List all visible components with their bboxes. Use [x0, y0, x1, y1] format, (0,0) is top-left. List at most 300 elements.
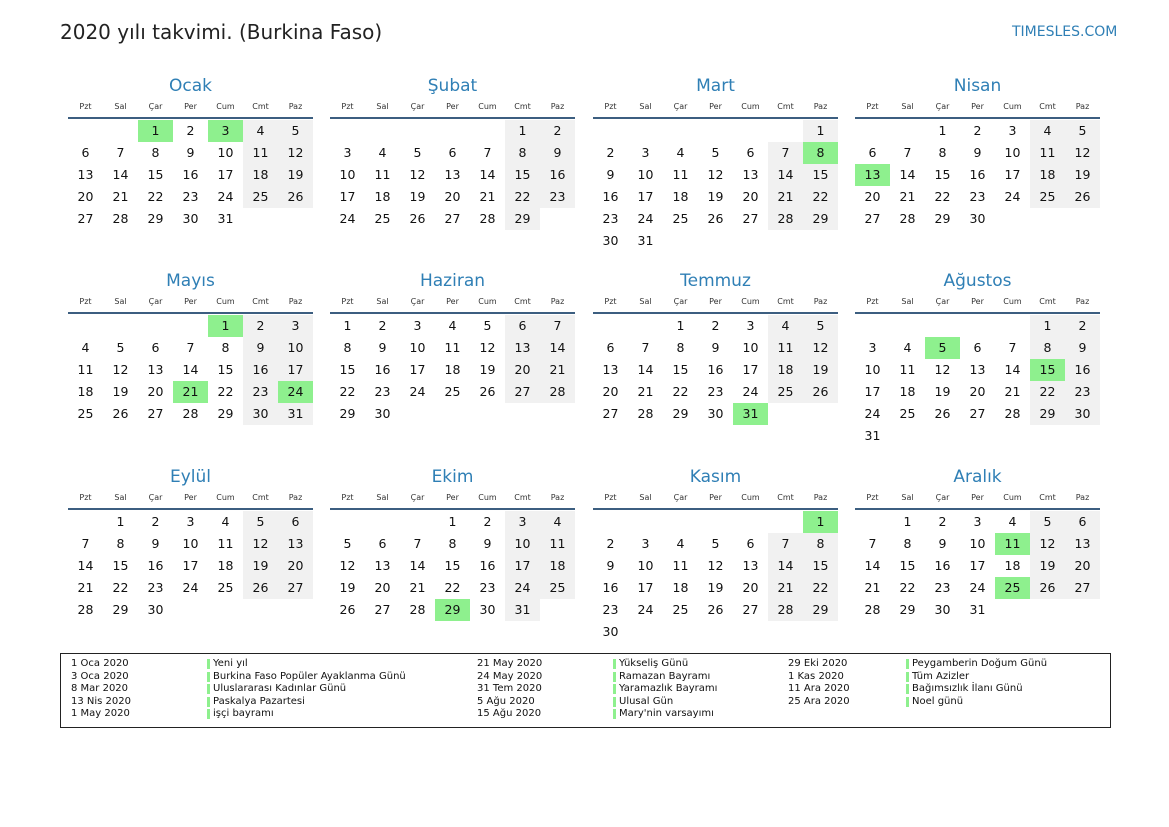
month-name: Mart [696, 76, 735, 96]
day-cell: 11 [217, 536, 234, 551]
day-cell: 26 [934, 406, 951, 421]
day-cell: 18 [672, 189, 689, 204]
day-cell: 16 [374, 362, 391, 377]
day-cell: 28 [182, 406, 199, 421]
day-cell: 7 [413, 536, 422, 551]
day-cell: 9 [711, 340, 720, 355]
day-cell: 17 [409, 362, 426, 377]
day-cell: 4 [448, 318, 457, 333]
weekday-header: Cmt [514, 102, 531, 111]
day-cell: 25 [540, 577, 575, 599]
day-cell: 4 [903, 340, 912, 355]
day-cell: 3 [186, 514, 195, 529]
day-cell: 12 [707, 167, 724, 182]
day-cell: 2 [540, 120, 575, 142]
day-cell: 26 [803, 381, 838, 403]
day-cell: 25 [899, 406, 916, 421]
day-cell: 28 [540, 381, 575, 403]
day-cell: 30 [479, 602, 496, 617]
day-cell: 19 [479, 362, 496, 377]
day-cell: 30 [243, 403, 278, 425]
day-cell: 1 [343, 318, 352, 333]
day-cell: 14 [409, 558, 426, 573]
day-cell: 22 [147, 189, 164, 204]
holiday-day-cell: 11 [995, 533, 1030, 555]
weekday-header: Per [709, 493, 722, 502]
weekday-header: Per [446, 297, 459, 306]
weekday-header: Sal [639, 493, 652, 502]
day-cell: 19 [707, 189, 724, 204]
weekday-header: Sal [114, 493, 127, 502]
day-cell: 21 [899, 189, 916, 204]
weekday-header: Çar [935, 297, 950, 306]
day-cell: 15 [672, 362, 689, 377]
weekday-header: Paz [813, 102, 828, 111]
day-cell: 25 [444, 384, 461, 399]
day-cell: 11 [1030, 142, 1065, 164]
day-cell: 16 [602, 580, 619, 595]
day-cell: 18 [768, 359, 803, 381]
weekday-header: Cmt [777, 102, 794, 111]
day-cell: 28 [768, 208, 803, 230]
day-cell: 7 [186, 340, 195, 355]
day-cell: 20 [1065, 555, 1100, 577]
day-cell: 23 [182, 189, 199, 204]
day-cell: 14 [899, 167, 916, 182]
weekday-header: Per [971, 297, 984, 306]
day-cell: 16 [479, 558, 496, 573]
day-cell: 22 [505, 186, 540, 208]
day-cell: 12 [243, 533, 278, 555]
day-cell: 29 [803, 599, 838, 621]
day-cell: 15 [444, 558, 461, 573]
day-cell: 18 [217, 558, 234, 573]
day-cell: 6 [746, 536, 755, 551]
weekday-header: Sal [901, 102, 914, 111]
day-cell: 13 [602, 362, 619, 377]
day-cell: 1 [1030, 315, 1065, 337]
day-cell: 12 [112, 362, 129, 377]
legend-holiday-name: Bağımsızlık İlanı Günü [906, 683, 1023, 696]
day-cell: 12 [278, 142, 313, 164]
holiday-day-cell: 5 [925, 337, 960, 359]
day-cell: 24 [637, 211, 654, 226]
day-cell: 21 [1004, 384, 1021, 399]
day-cell: 18 [1004, 558, 1021, 573]
day-cell: 8 [676, 340, 685, 355]
day-cell: 24 [637, 602, 654, 617]
day-cell: 15 [803, 164, 838, 186]
legend-holiday-name: Yükseliş Günü [613, 658, 688, 671]
day-cell: 18 [77, 384, 94, 399]
day-cell: 5 [343, 536, 352, 551]
day-cell: 14 [864, 558, 881, 573]
weekday-header: Cum [478, 102, 497, 111]
day-cell: 7 [483, 145, 492, 160]
day-cell: 5 [1065, 120, 1100, 142]
day-cell: 15 [112, 558, 129, 573]
weekday-header: Çar [673, 493, 688, 502]
legend-holiday-name: Yaramazlık Bayramı [613, 683, 717, 696]
day-cell: 27 [864, 211, 881, 226]
day-cell: 30 [1065, 403, 1100, 425]
day-cell: 13 [505, 337, 540, 359]
day-cell: 19 [707, 580, 724, 595]
day-cell: 12 [803, 337, 838, 359]
day-cell: 23 [540, 186, 575, 208]
day-cell: 13 [742, 167, 759, 182]
legend-date: 1 May 2020 [71, 708, 130, 720]
day-cell: 27 [77, 211, 94, 226]
day-cell: 24 [742, 384, 759, 399]
day-cell: 27 [969, 406, 986, 421]
day-cell: 2 [483, 514, 492, 529]
day-cell: 23 [479, 580, 496, 595]
weekday-header: Çar [935, 102, 950, 111]
weekday-header: Paz [550, 102, 565, 111]
weekday-header: Cmt [514, 493, 531, 502]
day-cell: 22 [672, 384, 689, 399]
day-cell: 27 [444, 211, 461, 226]
day-cell: 29 [339, 406, 356, 421]
day-cell: 23 [243, 381, 278, 403]
legend-date: 3 Oca 2020 [71, 670, 129, 682]
weekday-header: Pzt [79, 297, 92, 306]
day-cell: 13 [374, 558, 391, 573]
day-cell: 9 [606, 167, 615, 182]
day-cell: 11 [374, 167, 391, 182]
day-cell: 26 [1030, 577, 1065, 599]
day-cell: 29 [899, 602, 916, 617]
holiday-day-cell: 15 [1030, 359, 1065, 381]
day-cell: 12 [934, 362, 951, 377]
day-cell: 12 [339, 558, 356, 573]
month-name: Ocak [169, 76, 212, 96]
legend-holiday-name: Burkina Faso Popüler Ayaklanma Günü [207, 671, 406, 684]
day-cell: 26 [409, 211, 426, 226]
weekday-header: Paz [1075, 493, 1090, 502]
weekday-header: Paz [288, 102, 303, 111]
weekday-header: Per [446, 102, 459, 111]
month-divider [593, 117, 838, 119]
day-cell: 4 [540, 511, 575, 533]
day-cell: 1 [903, 514, 912, 529]
day-cell: 5 [413, 145, 422, 160]
day-cell: 12 [409, 167, 426, 182]
day-cell: 25 [672, 602, 689, 617]
day-cell: 20 [278, 555, 313, 577]
day-cell: 15 [934, 167, 951, 182]
day-cell: 30 [147, 602, 164, 617]
weekday-header: Cum [741, 493, 760, 502]
day-cell: 16 [182, 167, 199, 182]
day-cell: 26 [278, 186, 313, 208]
weekday-header: Per [971, 102, 984, 111]
legend-date: 1 Kas 2020 [788, 670, 844, 682]
weekday-header: Çar [673, 297, 688, 306]
weekday-header: Pzt [341, 102, 354, 111]
day-cell: 29 [672, 406, 689, 421]
month-divider [855, 312, 1100, 314]
weekday-header: Çar [148, 493, 163, 502]
month-divider [330, 508, 575, 510]
day-cell: 24 [864, 406, 881, 421]
month-name: Kasım [689, 467, 742, 487]
day-cell: 10 [339, 167, 356, 182]
weekday-header: Paz [550, 493, 565, 502]
day-cell: 31 [864, 428, 881, 443]
day-cell: 29 [112, 602, 129, 617]
day-cell: 8 [116, 536, 125, 551]
holiday-day-cell: 1 [138, 120, 173, 142]
weekday-header: Pzt [866, 297, 879, 306]
day-cell: 8 [803, 533, 838, 555]
day-cell: 4 [1008, 514, 1017, 529]
holiday-day-cell: 3 [208, 120, 243, 142]
day-cell: 29 [217, 406, 234, 421]
day-cell: 6 [378, 536, 387, 551]
day-cell: 2 [938, 514, 947, 529]
weekday-header: Cmt [1039, 493, 1056, 502]
holiday-day-cell: 25 [995, 577, 1030, 599]
day-cell: 22 [803, 186, 838, 208]
day-cell: 2 [243, 315, 278, 337]
day-cell: 13 [1065, 533, 1100, 555]
day-cell: 3 [868, 340, 877, 355]
month-divider [593, 508, 838, 510]
day-cell: 22 [339, 384, 356, 399]
month-divider [330, 312, 575, 314]
day-cell: 14 [768, 164, 803, 186]
weekday-header: Sal [639, 102, 652, 111]
day-cell: 23 [969, 189, 986, 204]
weekday-header: Pzt [341, 297, 354, 306]
month-name: Şubat [427, 76, 478, 96]
day-cell: 16 [707, 362, 724, 377]
day-cell: 3 [973, 514, 982, 529]
day-cell: 3 [505, 511, 540, 533]
day-cell: 2 [1065, 315, 1100, 337]
weekday-header: Cmt [1039, 102, 1056, 111]
day-cell: 28 [409, 602, 426, 617]
day-cell: 18 [1030, 164, 1065, 186]
day-cell: 6 [278, 511, 313, 533]
legend-date: 21 May 2020 [477, 658, 543, 669]
day-cell: 22 [217, 384, 234, 399]
weekday-header: Paz [813, 493, 828, 502]
weekday-header: Pzt [604, 493, 617, 502]
day-cell: 17 [278, 359, 313, 381]
day-cell: 8 [903, 536, 912, 551]
weekday-header: Pzt [341, 493, 354, 502]
day-cell: 6 [1065, 511, 1100, 533]
month-name: Mayıs [166, 271, 215, 291]
day-cell: 18 [444, 362, 461, 377]
month-divider [593, 312, 838, 314]
day-cell: 20 [77, 189, 94, 204]
day-cell: 8 [938, 145, 947, 160]
day-cell: 4 [221, 514, 230, 529]
day-cell: 8 [448, 536, 457, 551]
day-cell: 13 [742, 558, 759, 573]
weekday-header: Cum [216, 297, 235, 306]
day-cell: 3 [746, 318, 755, 333]
day-cell: 27 [278, 577, 313, 599]
day-cell: 27 [1065, 577, 1100, 599]
weekday-header: Pzt [866, 102, 879, 111]
holiday-day-cell: 1 [208, 315, 243, 337]
day-cell: 12 [1030, 533, 1065, 555]
weekday-header: Cmt [777, 297, 794, 306]
day-cell: 16 [969, 167, 986, 182]
day-cell: 22 [444, 580, 461, 595]
day-cell: 6 [746, 145, 755, 160]
day-cell: 19 [339, 580, 356, 595]
day-cell: 30 [182, 211, 199, 226]
day-cell: 4 [676, 145, 685, 160]
day-cell: 16 [243, 359, 278, 381]
day-cell: 13 [77, 167, 94, 182]
day-cell: 7 [768, 142, 803, 164]
day-cell: 21 [409, 580, 426, 595]
day-cell: 4 [1030, 120, 1065, 142]
day-cell: 15 [803, 555, 838, 577]
day-cell: 24 [1004, 189, 1021, 204]
day-cell: 9 [606, 558, 615, 573]
legend-holiday-name: Uluslararası Kadınlar Günü [207, 683, 346, 696]
day-cell: 11 [540, 533, 575, 555]
site-brand-link[interactable]: TIMESLES.COM [1012, 24, 1118, 40]
day-cell: 9 [540, 142, 575, 164]
weekday-header: Per [446, 493, 459, 502]
day-cell: 10 [409, 340, 426, 355]
day-cell: 10 [278, 337, 313, 359]
day-cell: 30 [374, 406, 391, 421]
day-cell: 28 [899, 211, 916, 226]
day-cell: 14 [182, 362, 199, 377]
weekday-header: Per [709, 297, 722, 306]
day-cell: 21 [540, 359, 575, 381]
day-cell: 10 [182, 536, 199, 551]
day-cell: 5 [711, 145, 720, 160]
holiday-day-cell: 1 [803, 511, 838, 533]
day-cell: 6 [448, 145, 457, 160]
day-cell: 1 [505, 120, 540, 142]
day-cell: 2 [186, 123, 195, 138]
day-cell: 22 [803, 577, 838, 599]
day-cell: 25 [768, 381, 803, 403]
day-cell: 30 [602, 233, 619, 248]
day-cell: 2 [378, 318, 387, 333]
weekday-header: Cmt [252, 102, 269, 111]
day-cell: 6 [973, 340, 982, 355]
weekday-header: Çar [410, 102, 425, 111]
legend-holiday-name: Noel günü [906, 696, 963, 709]
weekday-header: Cmt [1039, 297, 1056, 306]
day-cell: 8 [1030, 337, 1065, 359]
day-cell: 5 [116, 340, 125, 355]
day-cell: 11 [77, 362, 94, 377]
day-cell: 31 [217, 211, 234, 226]
month-name: Nisan [953, 76, 1002, 96]
day-cell: 17 [1004, 167, 1021, 182]
weekday-header: Pzt [79, 493, 92, 502]
legend-date: 29 Eki 2020 [788, 658, 848, 669]
weekday-header: Paz [288, 493, 303, 502]
day-cell: 27 [505, 381, 540, 403]
day-cell: 11 [899, 362, 916, 377]
legend-date: 11 Ara 2020 [788, 683, 850, 695]
day-cell: 3 [641, 145, 650, 160]
day-cell: 31 [278, 403, 313, 425]
day-cell: 20 [742, 189, 759, 204]
legend-holiday-name: Yeni yıl [207, 658, 248, 671]
legend-date: 31 Tem 2020 [477, 683, 542, 695]
day-cell: 22 [899, 580, 916, 595]
day-cell: 19 [409, 189, 426, 204]
weekday-header: Cum [741, 102, 760, 111]
day-cell: 7 [641, 340, 650, 355]
legend-date: 15 Ağu 2020 [477, 708, 542, 720]
day-cell: 5 [243, 511, 278, 533]
weekday-header: Cum [478, 297, 497, 306]
day-cell: 14 [768, 555, 803, 577]
weekday-header: Cmt [252, 297, 269, 306]
day-cell: 15 [217, 362, 234, 377]
day-cell: 19 [934, 384, 951, 399]
month-name: Aralık [953, 467, 1002, 487]
day-cell: 25 [77, 406, 94, 421]
day-cell: 11 [768, 337, 803, 359]
day-cell: 11 [444, 340, 461, 355]
day-cell: 16 [934, 558, 951, 573]
legend-date: 5 Ağu 2020 [477, 695, 535, 707]
day-cell: 6 [868, 145, 877, 160]
day-cell: 7 [1008, 340, 1017, 355]
day-cell: 9 [938, 536, 947, 551]
day-cell: 9 [483, 536, 492, 551]
weekday-header: Per [184, 102, 197, 111]
weekday-header: Pzt [604, 297, 617, 306]
day-cell: 21 [479, 189, 496, 204]
day-cell: 12 [479, 340, 496, 355]
holiday-day-cell: 13 [855, 164, 890, 186]
day-cell: 8 [343, 340, 352, 355]
day-cell: 20 [374, 580, 391, 595]
day-cell: 26 [707, 211, 724, 226]
day-cell: 22 [934, 189, 951, 204]
day-cell: 17 [217, 167, 234, 182]
day-cell: 27 [742, 602, 759, 617]
legend-holiday-name: Ramazan Bayramı [613, 671, 710, 684]
day-cell: 10 [217, 145, 234, 160]
day-cell: 19 [1030, 555, 1065, 577]
day-cell: 17 [637, 580, 654, 595]
day-cell: 22 [1030, 381, 1065, 403]
day-cell: 31 [637, 233, 654, 248]
day-cell: 25 [243, 186, 278, 208]
day-cell: 10 [505, 533, 540, 555]
day-cell: 3 [343, 145, 352, 160]
day-cell: 8 [221, 340, 230, 355]
legend-date: 25 Ara 2020 [788, 695, 850, 707]
day-cell: 29 [934, 211, 951, 226]
holiday-day-cell: 29 [435, 599, 470, 621]
day-cell: 25 [217, 580, 234, 595]
day-cell: 8 [505, 142, 540, 164]
day-cell: 12 [707, 558, 724, 573]
weekday-header: Per [184, 493, 197, 502]
